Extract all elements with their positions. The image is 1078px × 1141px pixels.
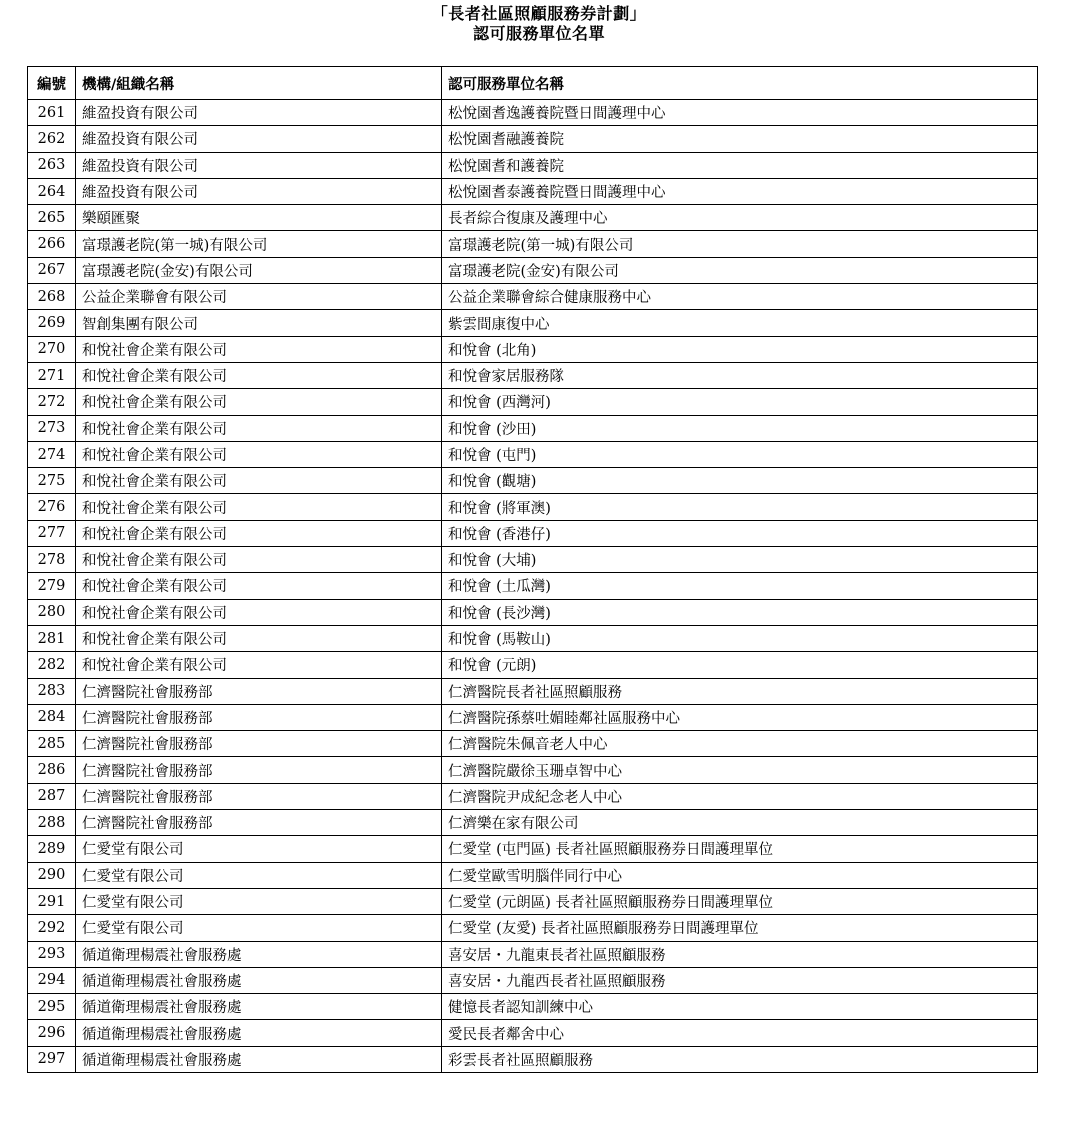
row-number-cell: 291	[28, 888, 76, 914]
organisation-name-cell: 循道衛理楊震社會服務處	[76, 1020, 442, 1046]
service-unit-name-cell: 愛民長者鄰舍中心	[442, 1020, 1038, 1046]
row-number-cell: 283	[28, 678, 76, 704]
organisation-name-cell: 仁愛堂有限公司	[76, 888, 442, 914]
row-number-cell: 274	[28, 441, 76, 467]
organisation-name-cell: 維盈投資有限公司	[76, 152, 442, 178]
document-title: 「長者社區照顧服務券計劃」	[431, 4, 647, 23]
table-row	[28, 152, 1038, 178]
table-row	[28, 836, 1038, 862]
table-row	[28, 362, 1038, 388]
organisation-name-cell: 仁濟醫院社會服務部	[76, 757, 442, 783]
table-row	[28, 284, 1038, 310]
organisation-name-cell: 智創集團有限公司	[76, 310, 442, 336]
service-unit-name-cell: 和悅會 (土瓜灣)	[442, 573, 1038, 599]
row-number-cell: 275	[28, 468, 76, 494]
organisation-name-cell: 循道衛理楊震社會服務處	[76, 1046, 442, 1072]
row-number-cell: 287	[28, 783, 76, 809]
service-unit-name-cell: 富璟護老院(第一城)有限公司	[442, 231, 1038, 257]
row-number-cell: 296	[28, 1020, 76, 1046]
table-row	[28, 336, 1038, 362]
service-unit-name-cell: 公益企業聯會綜合健康服務中心	[442, 284, 1038, 310]
service-unit-table	[27, 66, 1038, 1073]
row-number-cell: 286	[28, 757, 76, 783]
table-row	[28, 810, 1038, 836]
table-row	[28, 520, 1038, 546]
row-number-cell: 265	[28, 205, 76, 231]
table-row	[28, 967, 1038, 993]
service-unit-name-cell: 喜安居・九龍西長者社區照顧服務	[442, 967, 1038, 993]
row-number-cell: 268	[28, 284, 76, 310]
row-number-cell: 261	[28, 100, 76, 126]
table-row	[28, 415, 1038, 441]
service-unit-name-cell: 松悅園耆融護養院	[442, 126, 1038, 152]
organisation-name-cell: 富璟護老院(金安)有限公司	[76, 257, 442, 283]
table-row	[28, 599, 1038, 625]
organisation-name-cell: 和悅社會企業有限公司	[76, 389, 442, 415]
table-row	[28, 731, 1038, 757]
table-row	[28, 941, 1038, 967]
table-row	[28, 888, 1038, 914]
row-number-cell: 273	[28, 415, 76, 441]
service-unit-name-cell: 松悅園耆和護養院	[442, 152, 1038, 178]
organisation-name-cell: 富璟護老院(第一城)有限公司	[76, 231, 442, 257]
service-unit-name-cell: 健憶長者認知訓練中心	[442, 994, 1038, 1020]
service-unit-name-cell: 仁濟醫院嚴徐玉珊卓智中心	[442, 757, 1038, 783]
organisation-name-cell: 和悅社會企業有限公司	[76, 547, 442, 573]
organisation-name-cell: 維盈投資有限公司	[76, 126, 442, 152]
organisation-name-cell: 仁濟醫院社會服務部	[76, 678, 442, 704]
organisation-name-cell: 和悅社會企業有限公司	[76, 652, 442, 678]
table-header-row	[28, 67, 1038, 100]
service-unit-name-cell: 和悅會 (馬鞍山)	[442, 625, 1038, 651]
header-service-unit: 認可服務單位名稱	[442, 67, 1038, 100]
organisation-name-cell: 維盈投資有限公司	[76, 178, 442, 204]
organisation-name-cell: 樂頤匯聚	[76, 205, 442, 231]
service-unit-name-cell: 彩雲長者社區照顧服務	[442, 1046, 1038, 1072]
table-row	[28, 389, 1038, 415]
row-number-cell: 263	[28, 152, 76, 178]
row-number-cell: 276	[28, 494, 76, 520]
row-number-cell: 278	[28, 547, 76, 573]
row-number-cell: 267	[28, 257, 76, 283]
service-unit-name-cell: 和悅會 (大埔)	[442, 547, 1038, 573]
table-row	[28, 1046, 1038, 1072]
table-row	[28, 915, 1038, 941]
row-number-cell: 297	[28, 1046, 76, 1072]
row-number-cell: 264	[28, 178, 76, 204]
document-subtitle: 認可服務單位名單	[472, 24, 605, 43]
organisation-name-cell: 仁濟醫院社會服務部	[76, 783, 442, 809]
service-unit-name-cell: 和悅會 (沙田)	[442, 415, 1038, 441]
row-number-cell: 293	[28, 941, 76, 967]
organisation-name-cell: 仁愛堂有限公司	[76, 862, 442, 888]
row-number-cell: 288	[28, 810, 76, 836]
service-unit-name-cell: 仁愛堂 (屯門區) 長者社區照顧服務券日間護理單位	[442, 836, 1038, 862]
table-row	[28, 441, 1038, 467]
row-number-cell: 272	[28, 389, 76, 415]
organisation-name-cell: 循道衛理楊震社會服務處	[76, 941, 442, 967]
row-number-cell: 280	[28, 599, 76, 625]
header-organisation: 機構/組織名稱	[76, 67, 442, 100]
service-unit-name-cell: 仁濟醫院尹成紀念老人中心	[442, 783, 1038, 809]
header-number: 編號	[28, 67, 76, 100]
table-row	[28, 757, 1038, 783]
organisation-name-cell: 仁愛堂有限公司	[76, 836, 442, 862]
row-number-cell: 282	[28, 652, 76, 678]
table-row	[28, 126, 1038, 152]
service-unit-name-cell: 和悅會 (長沙灣)	[442, 599, 1038, 625]
service-unit-name-cell: 和悅會 (觀塘)	[442, 468, 1038, 494]
table-row	[28, 678, 1038, 704]
organisation-name-cell: 仁濟醫院社會服務部	[76, 810, 442, 836]
organisation-name-cell: 維盈投資有限公司	[76, 100, 442, 126]
table-row	[28, 468, 1038, 494]
service-unit-name-cell: 仁濟醫院孫蔡吐媚睦鄰社區服務中心	[442, 704, 1038, 730]
organisation-name-cell: 和悅社會企業有限公司	[76, 362, 442, 388]
organisation-name-cell: 循道衛理楊震社會服務處	[76, 994, 442, 1020]
service-unit-name-cell: 仁濟醫院朱佩音老人中心	[442, 731, 1038, 757]
service-unit-name-cell: 和悅會 (屯門)	[442, 441, 1038, 467]
table-row	[28, 205, 1038, 231]
organisation-name-cell: 和悅社會企業有限公司	[76, 336, 442, 362]
service-unit-name-cell: 和悅會 (香港仔)	[442, 520, 1038, 546]
row-number-cell: 277	[28, 520, 76, 546]
service-unit-name-cell: 和悅會 (北角)	[442, 336, 1038, 362]
organisation-name-cell: 和悅社會企業有限公司	[76, 468, 442, 494]
organisation-name-cell: 仁愛堂有限公司	[76, 915, 442, 941]
service-unit-name-cell: 和悅會 (西灣河)	[442, 389, 1038, 415]
service-unit-name-cell: 和悅會 (將軍澳)	[442, 494, 1038, 520]
row-number-cell: 269	[28, 310, 76, 336]
row-number-cell: 285	[28, 731, 76, 757]
table-row	[28, 494, 1038, 520]
organisation-name-cell: 仁濟醫院社會服務部	[76, 731, 442, 757]
service-unit-name-cell: 富璟護老院(金安)有限公司	[442, 257, 1038, 283]
row-number-cell: 279	[28, 573, 76, 599]
document-title-block	[0, 4, 1078, 44]
organisation-name-cell: 循道衛理楊震社會服務處	[76, 967, 442, 993]
service-unit-name-cell: 仁愛堂 (友愛) 長者社區照顧服務券日間護理單位	[442, 915, 1038, 941]
organisation-name-cell: 和悅社會企業有限公司	[76, 520, 442, 546]
row-number-cell: 292	[28, 915, 76, 941]
table-row	[28, 704, 1038, 730]
row-number-cell: 262	[28, 126, 76, 152]
table-row	[28, 652, 1038, 678]
service-unit-name-cell: 仁愛堂 (元朗區) 長者社區照顧服務券日間護理單位	[442, 888, 1038, 914]
organisation-name-cell: 公益企業聯會有限公司	[76, 284, 442, 310]
row-number-cell: 266	[28, 231, 76, 257]
service-unit-name-cell: 長者綜合復康及護理中心	[442, 205, 1038, 231]
service-unit-name-cell: 和悅會 (元朗)	[442, 652, 1038, 678]
row-number-cell: 294	[28, 967, 76, 993]
row-number-cell: 270	[28, 336, 76, 362]
organisation-name-cell: 和悅社會企業有限公司	[76, 415, 442, 441]
table-row	[28, 1020, 1038, 1046]
row-number-cell: 271	[28, 362, 76, 388]
service-unit-name-cell: 松悅園耆泰護養院暨日間護理中心	[442, 178, 1038, 204]
table-row	[28, 625, 1038, 651]
table-row	[28, 547, 1038, 573]
table-row	[28, 573, 1038, 599]
service-unit-name-cell: 仁濟醫院長者社區照顧服務	[442, 678, 1038, 704]
organisation-name-cell: 和悅社會企業有限公司	[76, 599, 442, 625]
table-row	[28, 257, 1038, 283]
table-row	[28, 100, 1038, 126]
table-row	[28, 231, 1038, 257]
service-unit-name-cell: 喜安居・九龍東長者社區照顧服務	[442, 941, 1038, 967]
table-row	[28, 862, 1038, 888]
organisation-name-cell: 和悅社會企業有限公司	[76, 573, 442, 599]
organisation-name-cell: 和悅社會企業有限公司	[76, 494, 442, 520]
row-number-cell: 281	[28, 625, 76, 651]
table-row	[28, 178, 1038, 204]
service-unit-name-cell: 松悅園耆逸護養院暨日間護理中心	[442, 100, 1038, 126]
row-number-cell: 284	[28, 704, 76, 730]
row-number-cell: 290	[28, 862, 76, 888]
row-number-cell: 289	[28, 836, 76, 862]
service-unit-name-cell: 紫雲間康復中心	[442, 310, 1038, 336]
service-unit-name-cell: 仁愛堂歐雪明腦伴同行中心	[442, 862, 1038, 888]
organisation-name-cell: 和悅社會企業有限公司	[76, 625, 442, 651]
table-row	[28, 783, 1038, 809]
row-number-cell: 295	[28, 994, 76, 1020]
table-row	[28, 310, 1038, 336]
organisation-name-cell: 仁濟醫院社會服務部	[76, 704, 442, 730]
service-unit-name-cell: 和悅會家居服務隊	[442, 362, 1038, 388]
service-unit-name-cell: 仁濟樂在家有限公司	[442, 810, 1038, 836]
table-row	[28, 994, 1038, 1020]
organisation-name-cell: 和悅社會企業有限公司	[76, 441, 442, 467]
